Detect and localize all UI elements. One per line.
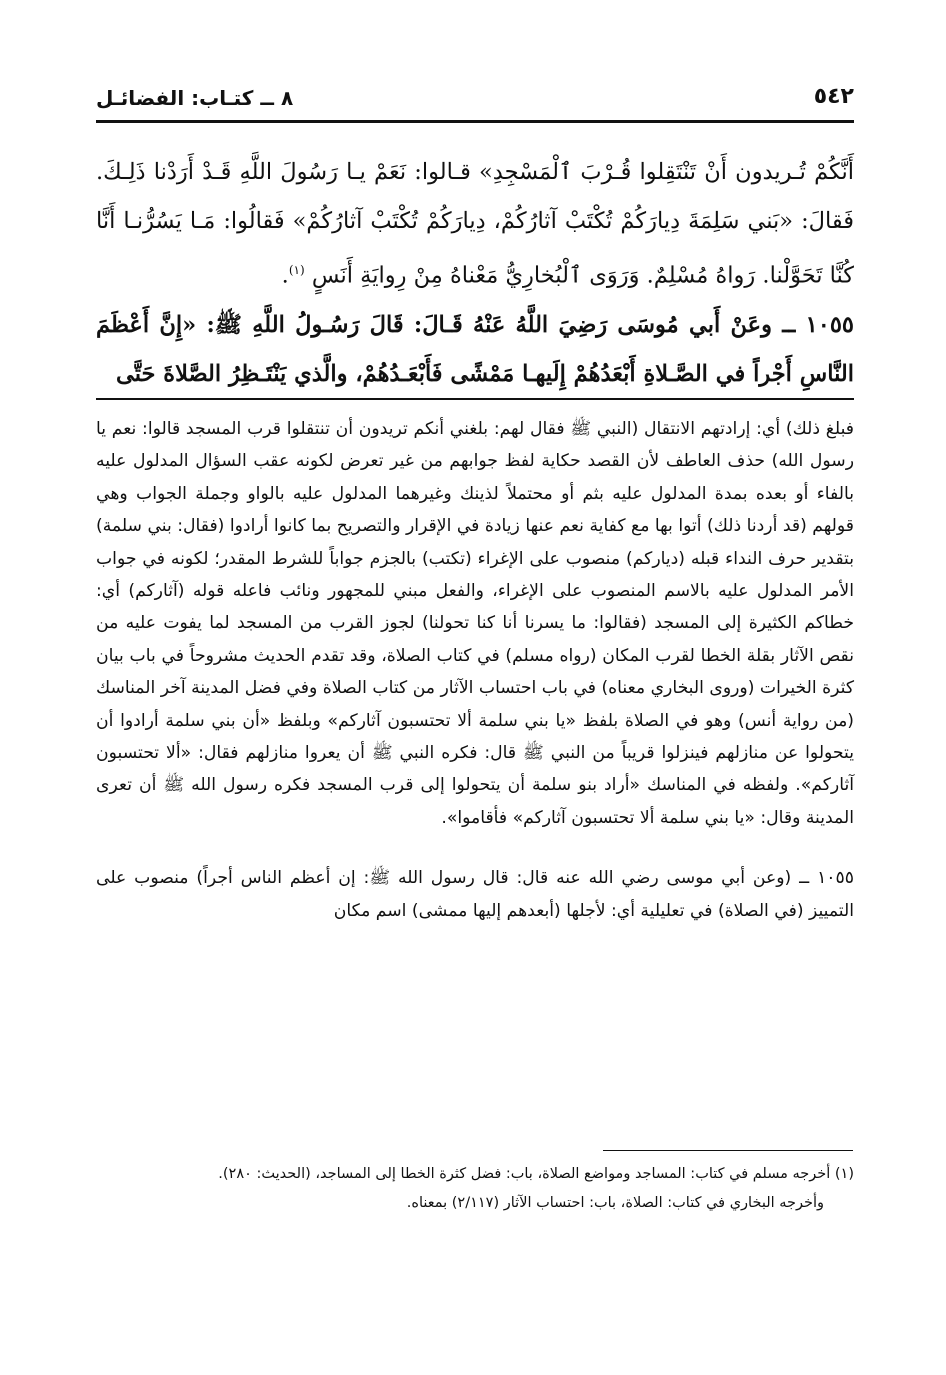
section-divider [96, 398, 854, 400]
commentary-paragraph: فبلغ ذلك) أي: إرادتهم الانتقال (النبي ﷺ فقال لهم: بلغني أنكم تريدون أن تنتقلوا قرب المسجد قالوا: نعم يا رسول الله) حذف العاطف لأن القصد حكاية لفظ جوابهم من غير تعرض لكونه عقب السؤال المدلول عليه بالفاء أو بعده بمدة المدلول عليه بثم أو محتملاً لذينك وغيرهما المدلول عليه بالواو وجملة الجواب وهي قولهم (قد أردنا ذلك) أتوا بها مع كفاية نعم عنها زيادة في الإقرار والتصريح بما كانوا أرادوا (فقال: بني سلمة) بتقدير حرف النداء قبله (دياركم) منصوب على الإغراء (تكتب) بالجزم جواباً للشرط المقدر؛ لكونه في جواب الأمر المدلول عليه بالاسم المنصوب على الإغراء، والفعل مبني للمجهور ونائب فاعله قوله (آثاركم) أي: خطاكم الكثيرة إلى المسجد (فقالوا: ما يسرنا أنا كنا تحولنا) لجوز القرب من المسجد لما يفوت عليه من نقص الآثار بقلة الخطا لقرب المكان (رواه مسلم) في كتاب الصلاة، وقد تقدم الحديث مشروحاً في باب بيان كثرة الخيرات (وروى البخاري معناه) في باب احتساب الآثار من كتاب الصلاة وفي فضل المدينة آخر المناسك (من رواية أنس) وهو في الصلاة بلفظ «يا بني سلمة ألا تحتسبون آثاركم» وبلفظ «أن بني سلمة أرادوا أن يتحولوا عن منازلهم فينزلوا قريباً من النبي ﷺ قال: فكره النبي ﷺ أن يعروا منازلهم فقال: «ألا تحتسبون آثاركم». ولفظه في المناسك «أراد بنو سلمة أن يتحولوا إلى قرب المسجد فكره رسول الله ﷺ أن تعرى المدينة وقال: «يا بني سلمة ألا تحتسبون آثاركم» فأقاموا». [96, 419, 854, 828]
hadith-paragraph-text: أَنَّكُمْ تُـريدون أَنْ تَنْتَقِلوا قُـرْبَ ٱلْمَسْجِدِ» قـالوا: نَعَمْ يـا رَسُولَ اللَّهِ قَـدْ أَرَدْنا ذَلِـكَ. فَقالَ: «بَني سَلِمَةَ دِيارَكُمْ تُكْتَبْ آثارُكُمْ، دِيارَكُمْ تُكْتَبْ آثارُكُمْ» فَقالُوا: مَـا يَسُرُّنـا أَنَّا كُنَّا تَحَوَّلْنا. رَواهُ مُسْلِمٌ. وَرَوَى ٱلْبُخارِيُّ مَعْناهُ مِنْ رِوايَةِ أَنَسٍ [96, 159, 854, 289]
page-header [96, 84, 854, 123]
footnote-1: (١) أخرجه مسلم في كتاب: المساجد ومواضع الصلاة، باب: فضل كثرة الخطا إلى المساجد، (الحديث: ٢٨٠). [218, 1166, 854, 1182]
footnote-2: وأخرجه البخاري في كتاب: الصلاة، باب: احتساب الآثار (٢/١١٧) بمعناه. [406, 1195, 824, 1211]
footnote-marker: (١) [288, 263, 305, 277]
hadith-text [96, 148, 854, 399]
footnote-divider [603, 1150, 853, 1151]
hadith-paragraph-end: . [281, 262, 289, 289]
chapter-title: ٨ ــ كتـاب: الفضائـل [96, 86, 294, 110]
hadith-paragraph [96, 148, 854, 301]
page-number: ٥٤٢ [813, 84, 854, 109]
hadith-paragraph-1055: ١٠٥٥ ــ وعَنْ أَبي مُوسَى رَضِيَ اللَّهُ عَنْهُ قَـالَ: قَالَ رَسُـولُ اللَّهِ ﷺ: «إِنَّ أَعْظَمَ النَّاسِ أَجْراً في الصَّـلاةِ أَبْعَدُهُمْ إِلَيهـا مَمْشًى فَأَبْعَـدُهُمْ، والَّذي يَنْتَـظِرُ الصَّلاةَ حَتَّى [96, 311, 854, 387]
commentary-text [96, 413, 854, 927]
footnotes [96, 1160, 854, 1218]
commentary-paragraph-1055: ١٠٥٥ ــ (وعن أبي موسى رضي الله عنه قال: قال رسول الله ﷺ: إن أعظم الناس أجراً) منصوب على التمييز (في الصلاة) في تعليلية أي: لأجلها (أبعدهم إليها ممشى) اسم مكان [96, 868, 854, 921]
